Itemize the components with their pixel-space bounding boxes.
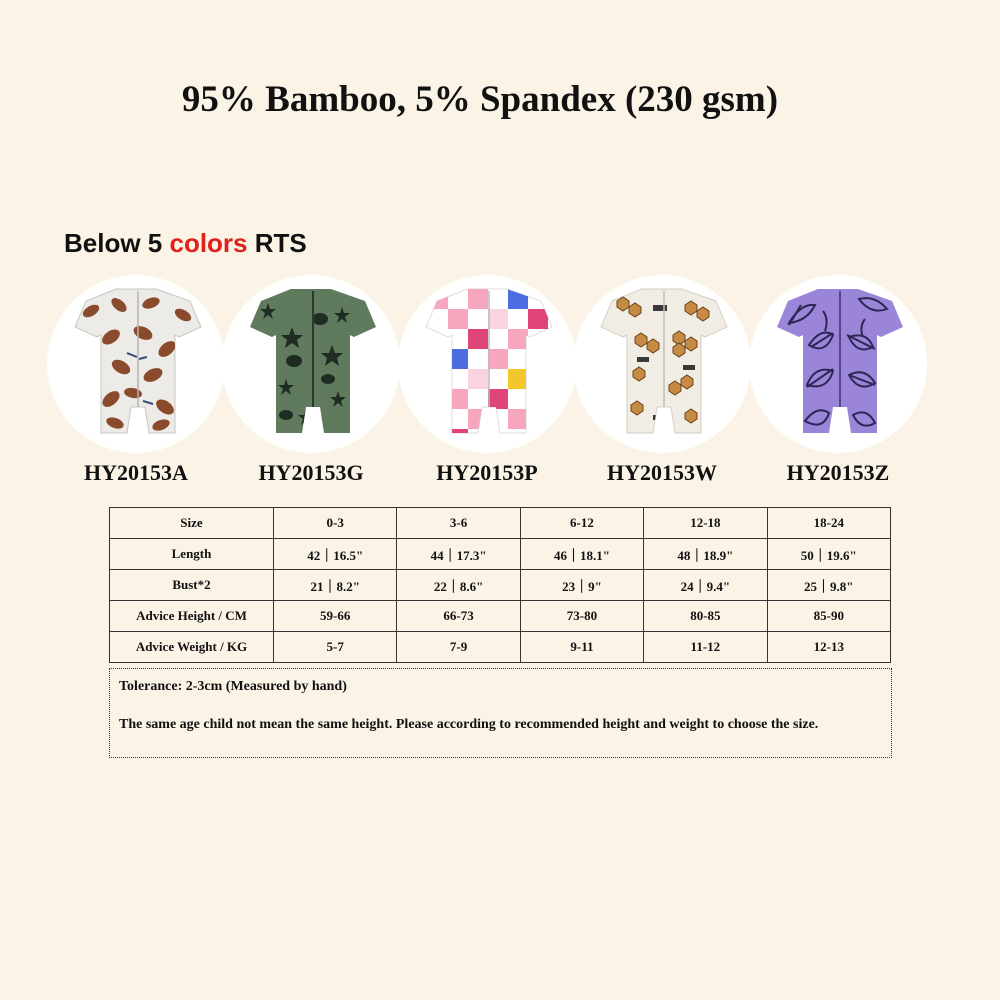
table-cell: 46｜18.1"	[520, 539, 643, 570]
row-label: Length	[110, 539, 274, 570]
table-row	[110, 508, 891, 539]
page-title: 95% Bamboo, 5% Spandex (230 gsm)	[181, 79, 779, 120]
product-card[interactable]	[398, 275, 576, 490]
table-row	[110, 632, 891, 663]
product-code: HY20153G	[258, 460, 364, 485]
table-cell: 12-13	[767, 632, 890, 663]
table-cell: 7-9	[397, 632, 520, 663]
table-cell: 80-85	[644, 601, 767, 632]
product-photo[interactable]	[398, 275, 576, 453]
row-label: Bust*2	[110, 570, 274, 601]
table-cell: 3-6	[397, 508, 520, 539]
table-cell: 66-73	[397, 601, 520, 632]
table-cell: 48｜18.9"	[644, 539, 767, 570]
table-cell: 59-66	[274, 601, 397, 632]
product-code: HY20153W	[607, 460, 717, 485]
table-cell: 50｜19.6"	[767, 539, 890, 570]
product-card[interactable]	[749, 275, 927, 490]
product-card[interactable]	[47, 275, 225, 490]
table-cell: 73-80	[520, 601, 643, 632]
product-card[interactable]	[222, 275, 400, 490]
colors-heading-suffix: RTS	[247, 228, 307, 258]
product-photo[interactable]	[573, 275, 751, 453]
row-label: Advice Weight / KG	[110, 632, 274, 663]
table-cell: 42｜16.5"	[274, 539, 397, 570]
product-photo[interactable]	[222, 275, 400, 453]
colors-heading-accent: colors	[169, 228, 248, 258]
table-cell: 23｜9"	[520, 570, 643, 601]
table-row	[110, 570, 891, 601]
row-label: Size	[110, 508, 274, 539]
product-code: HY20153Z	[786, 460, 890, 485]
size-advice-note: The same age child not mean the same height. Please according to recommended height and weight to choose the size.	[119, 717, 819, 732]
table-cell: 0-3	[274, 508, 397, 539]
table-cell: 18-24	[767, 508, 890, 539]
table-cell: 44｜17.3"	[397, 539, 520, 570]
table-row	[110, 539, 891, 570]
product-photo[interactable]	[47, 275, 225, 453]
tolerance-note: Tolerance: 2-3cm (Measured by hand)	[119, 679, 347, 694]
table-cell: 12-18	[644, 508, 767, 539]
table-cell: 5-7	[274, 632, 397, 663]
table-cell: 6-12	[520, 508, 643, 539]
product-gallery	[0, 275, 1000, 495]
table-cell: 9-11	[520, 632, 643, 663]
table-cell: 24｜9.4"	[644, 570, 767, 601]
table-cell: 22｜8.6"	[397, 570, 520, 601]
row-label: Advice Height / CM	[110, 601, 274, 632]
product-code: HY20153A	[84, 460, 188, 485]
colors-heading	[64, 228, 307, 259]
table-cell: 21｜8.2"	[274, 570, 397, 601]
product-photo[interactable]	[749, 275, 927, 453]
table-cell: 11-12	[644, 632, 767, 663]
table-cell: 25｜9.8"	[767, 570, 890, 601]
notes-box	[109, 668, 892, 758]
colors-heading-prefix: Below 5	[64, 228, 170, 258]
size-chart-table	[109, 507, 891, 663]
product-card[interactable]	[573, 275, 751, 490]
table-row	[110, 601, 891, 632]
product-code: HY20153P	[436, 460, 538, 485]
table-cell: 85-90	[767, 601, 890, 632]
